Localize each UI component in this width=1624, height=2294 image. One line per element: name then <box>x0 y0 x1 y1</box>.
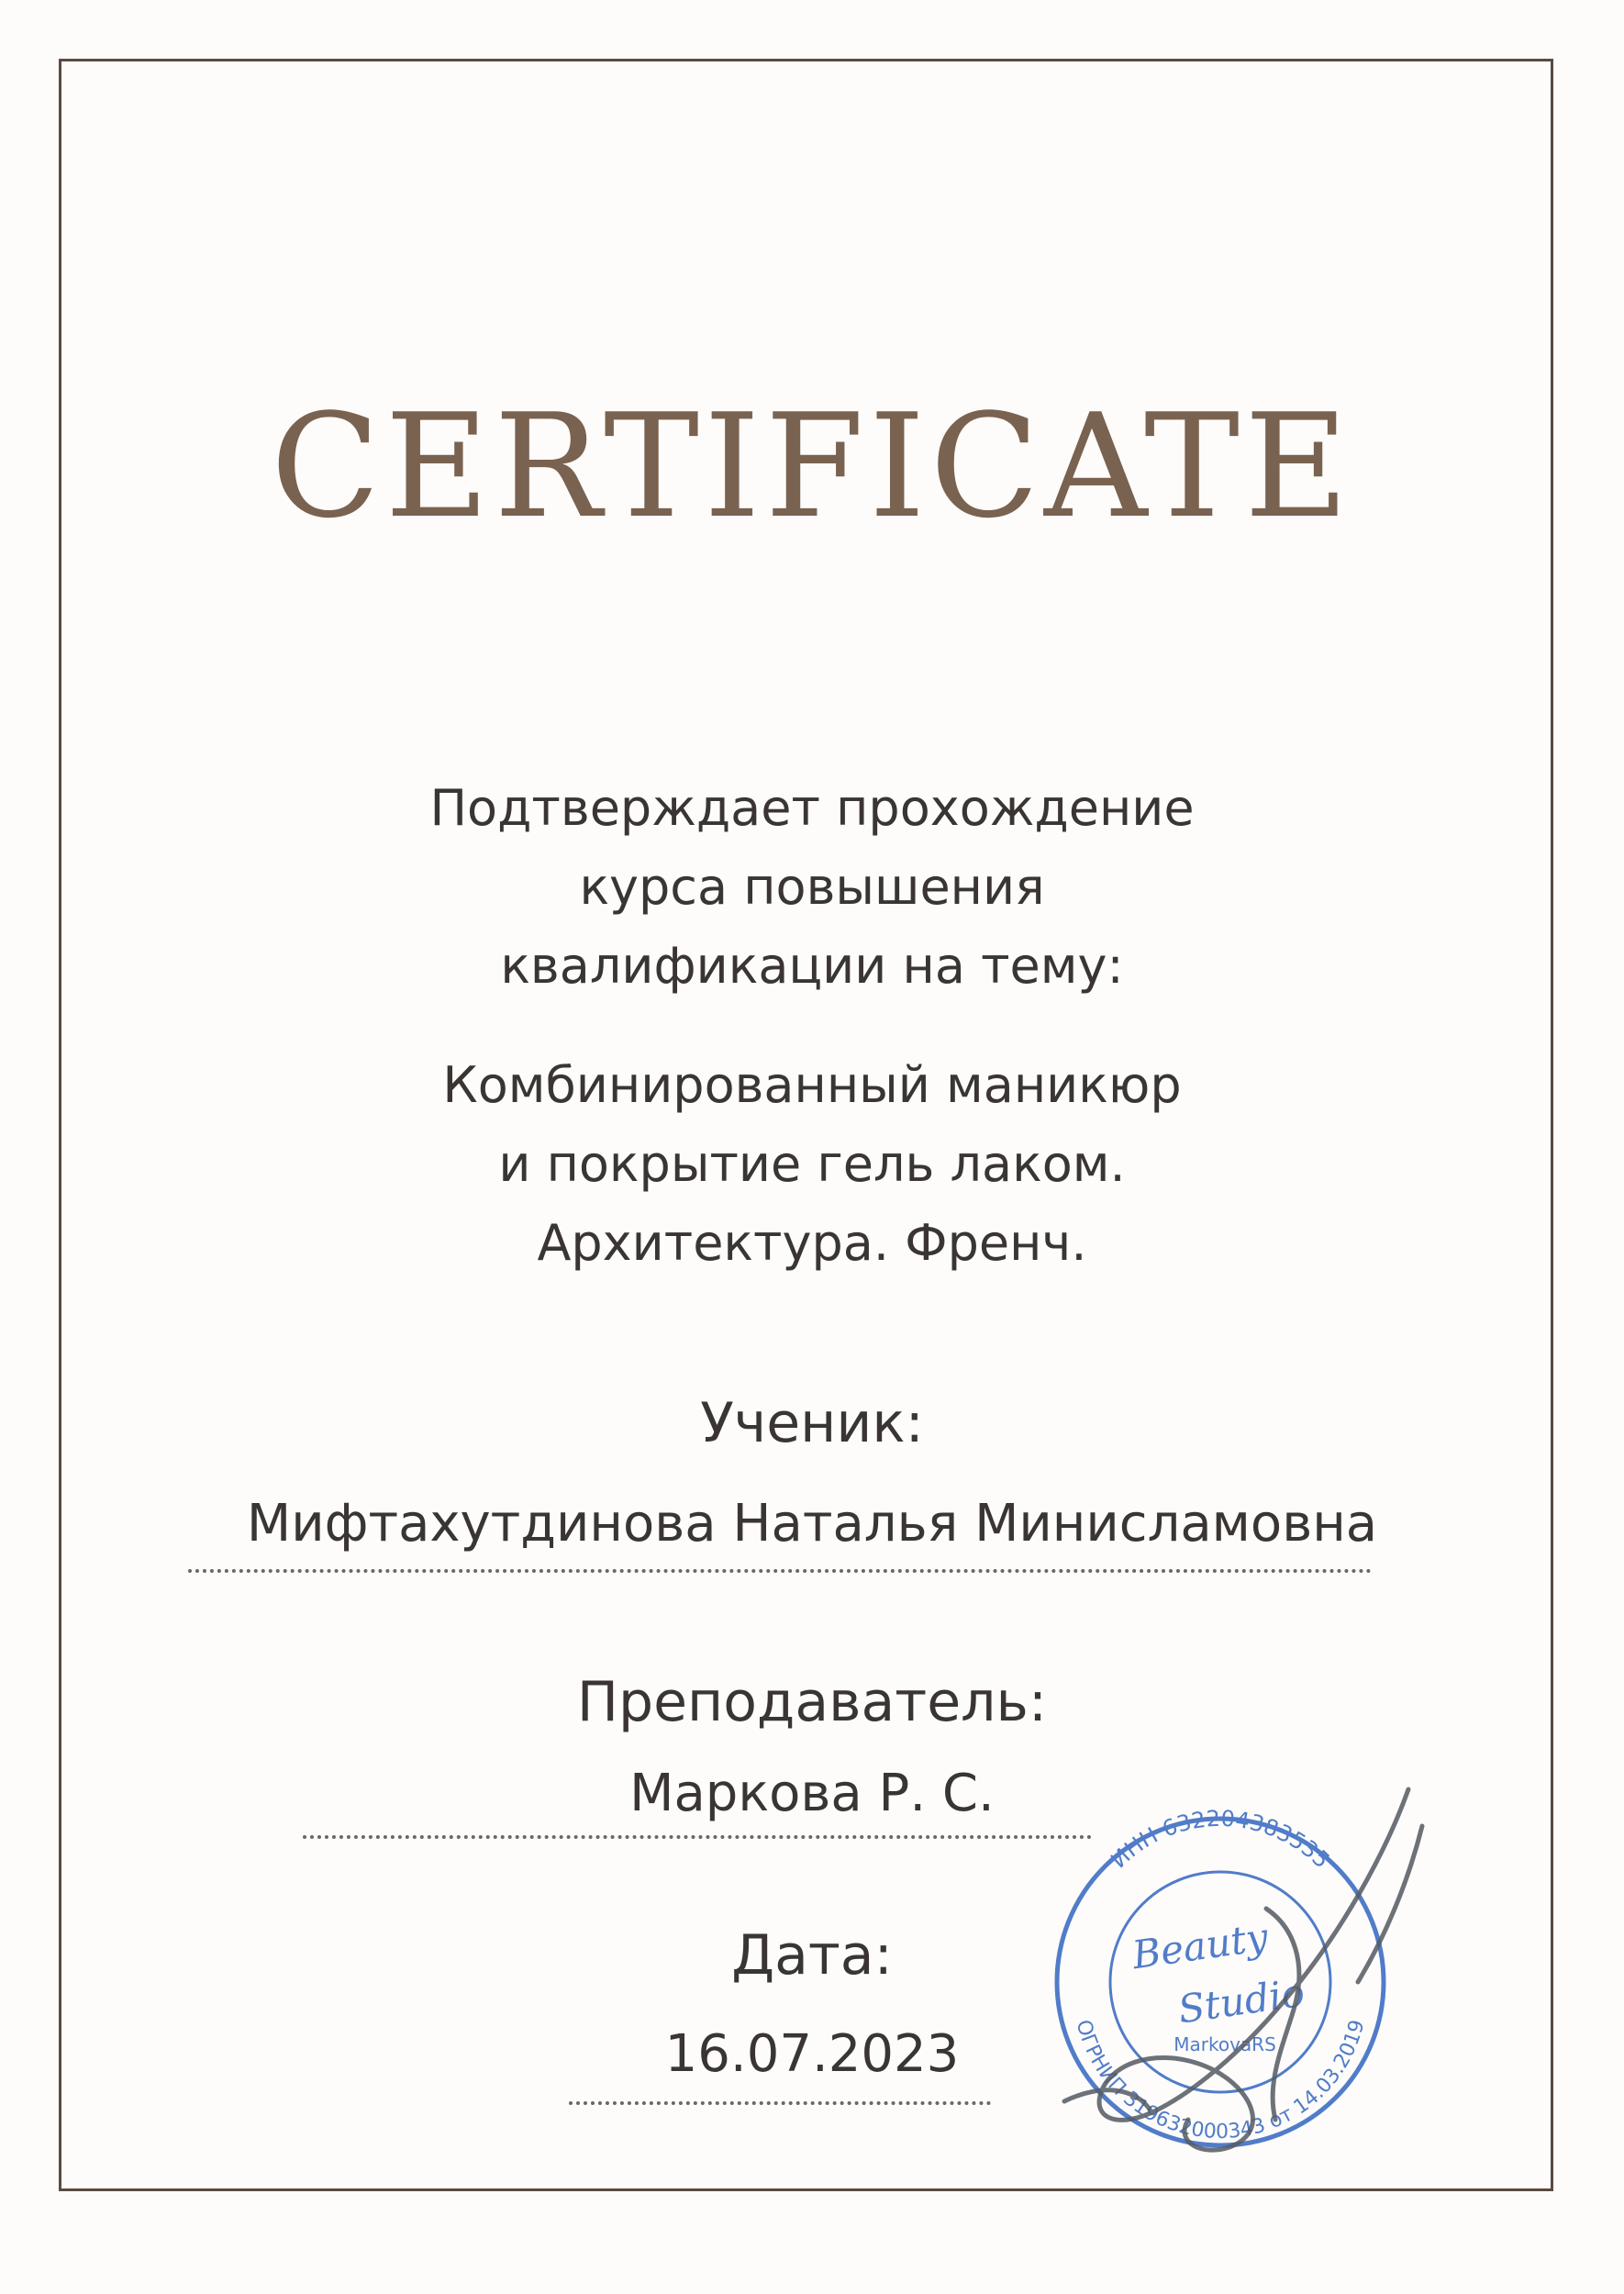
teacher-underline <box>303 1835 1092 1839</box>
teacher-label: Преподаватель: <box>576 1670 1048 1734</box>
certificate-title: CERTIFICATE <box>271 383 1353 550</box>
confirmation-line: квалификации на тему: <box>500 937 1124 995</box>
date-value: 16.07.2023 <box>664 2024 960 2084</box>
stamp-small-text: MarkovaRS <box>1174 2033 1276 2055</box>
student-name: Мифтахутдинова Наталья Минисламовна <box>246 1494 1378 1553</box>
course-topic-line: Комбинированный маникюр <box>442 1056 1182 1114</box>
stamp-and-signature <box>991 1771 1468 2175</box>
confirmation-line: Подтверждает прохождение <box>429 779 1195 837</box>
student-label: Ученик: <box>700 1391 924 1455</box>
teacher-name: Маркова Р. С. <box>629 1764 995 1823</box>
stamp-icon <box>991 1771 1468 2175</box>
date-underline <box>569 2101 991 2105</box>
course-topic-line: Архитектура. Френч. <box>537 1214 1087 1272</box>
stamp-bottom-text: ОГРНИП 319632000343 от 14.03.2019 <box>1071 2017 1370 2144</box>
course-topic <box>0 1046 1624 1283</box>
course-topic-line: и покрытие гель лаком. <box>498 1135 1126 1193</box>
stamp-top-text: ИНН 632204383535 <box>1106 1805 1335 1874</box>
stamp-center-text: Beauty <box>1129 1914 1271 1978</box>
confirmation-line: курса повышения <box>579 858 1045 916</box>
svg-text:ИНН 632204383535 <box>1106 1806 1334 1874</box>
stamp-center-text: Studio <box>1175 1969 1307 2032</box>
confirmation-text <box>0 769 1624 1006</box>
student-underline <box>188 1569 1372 1573</box>
date-label: Дата: <box>731 1923 893 1988</box>
